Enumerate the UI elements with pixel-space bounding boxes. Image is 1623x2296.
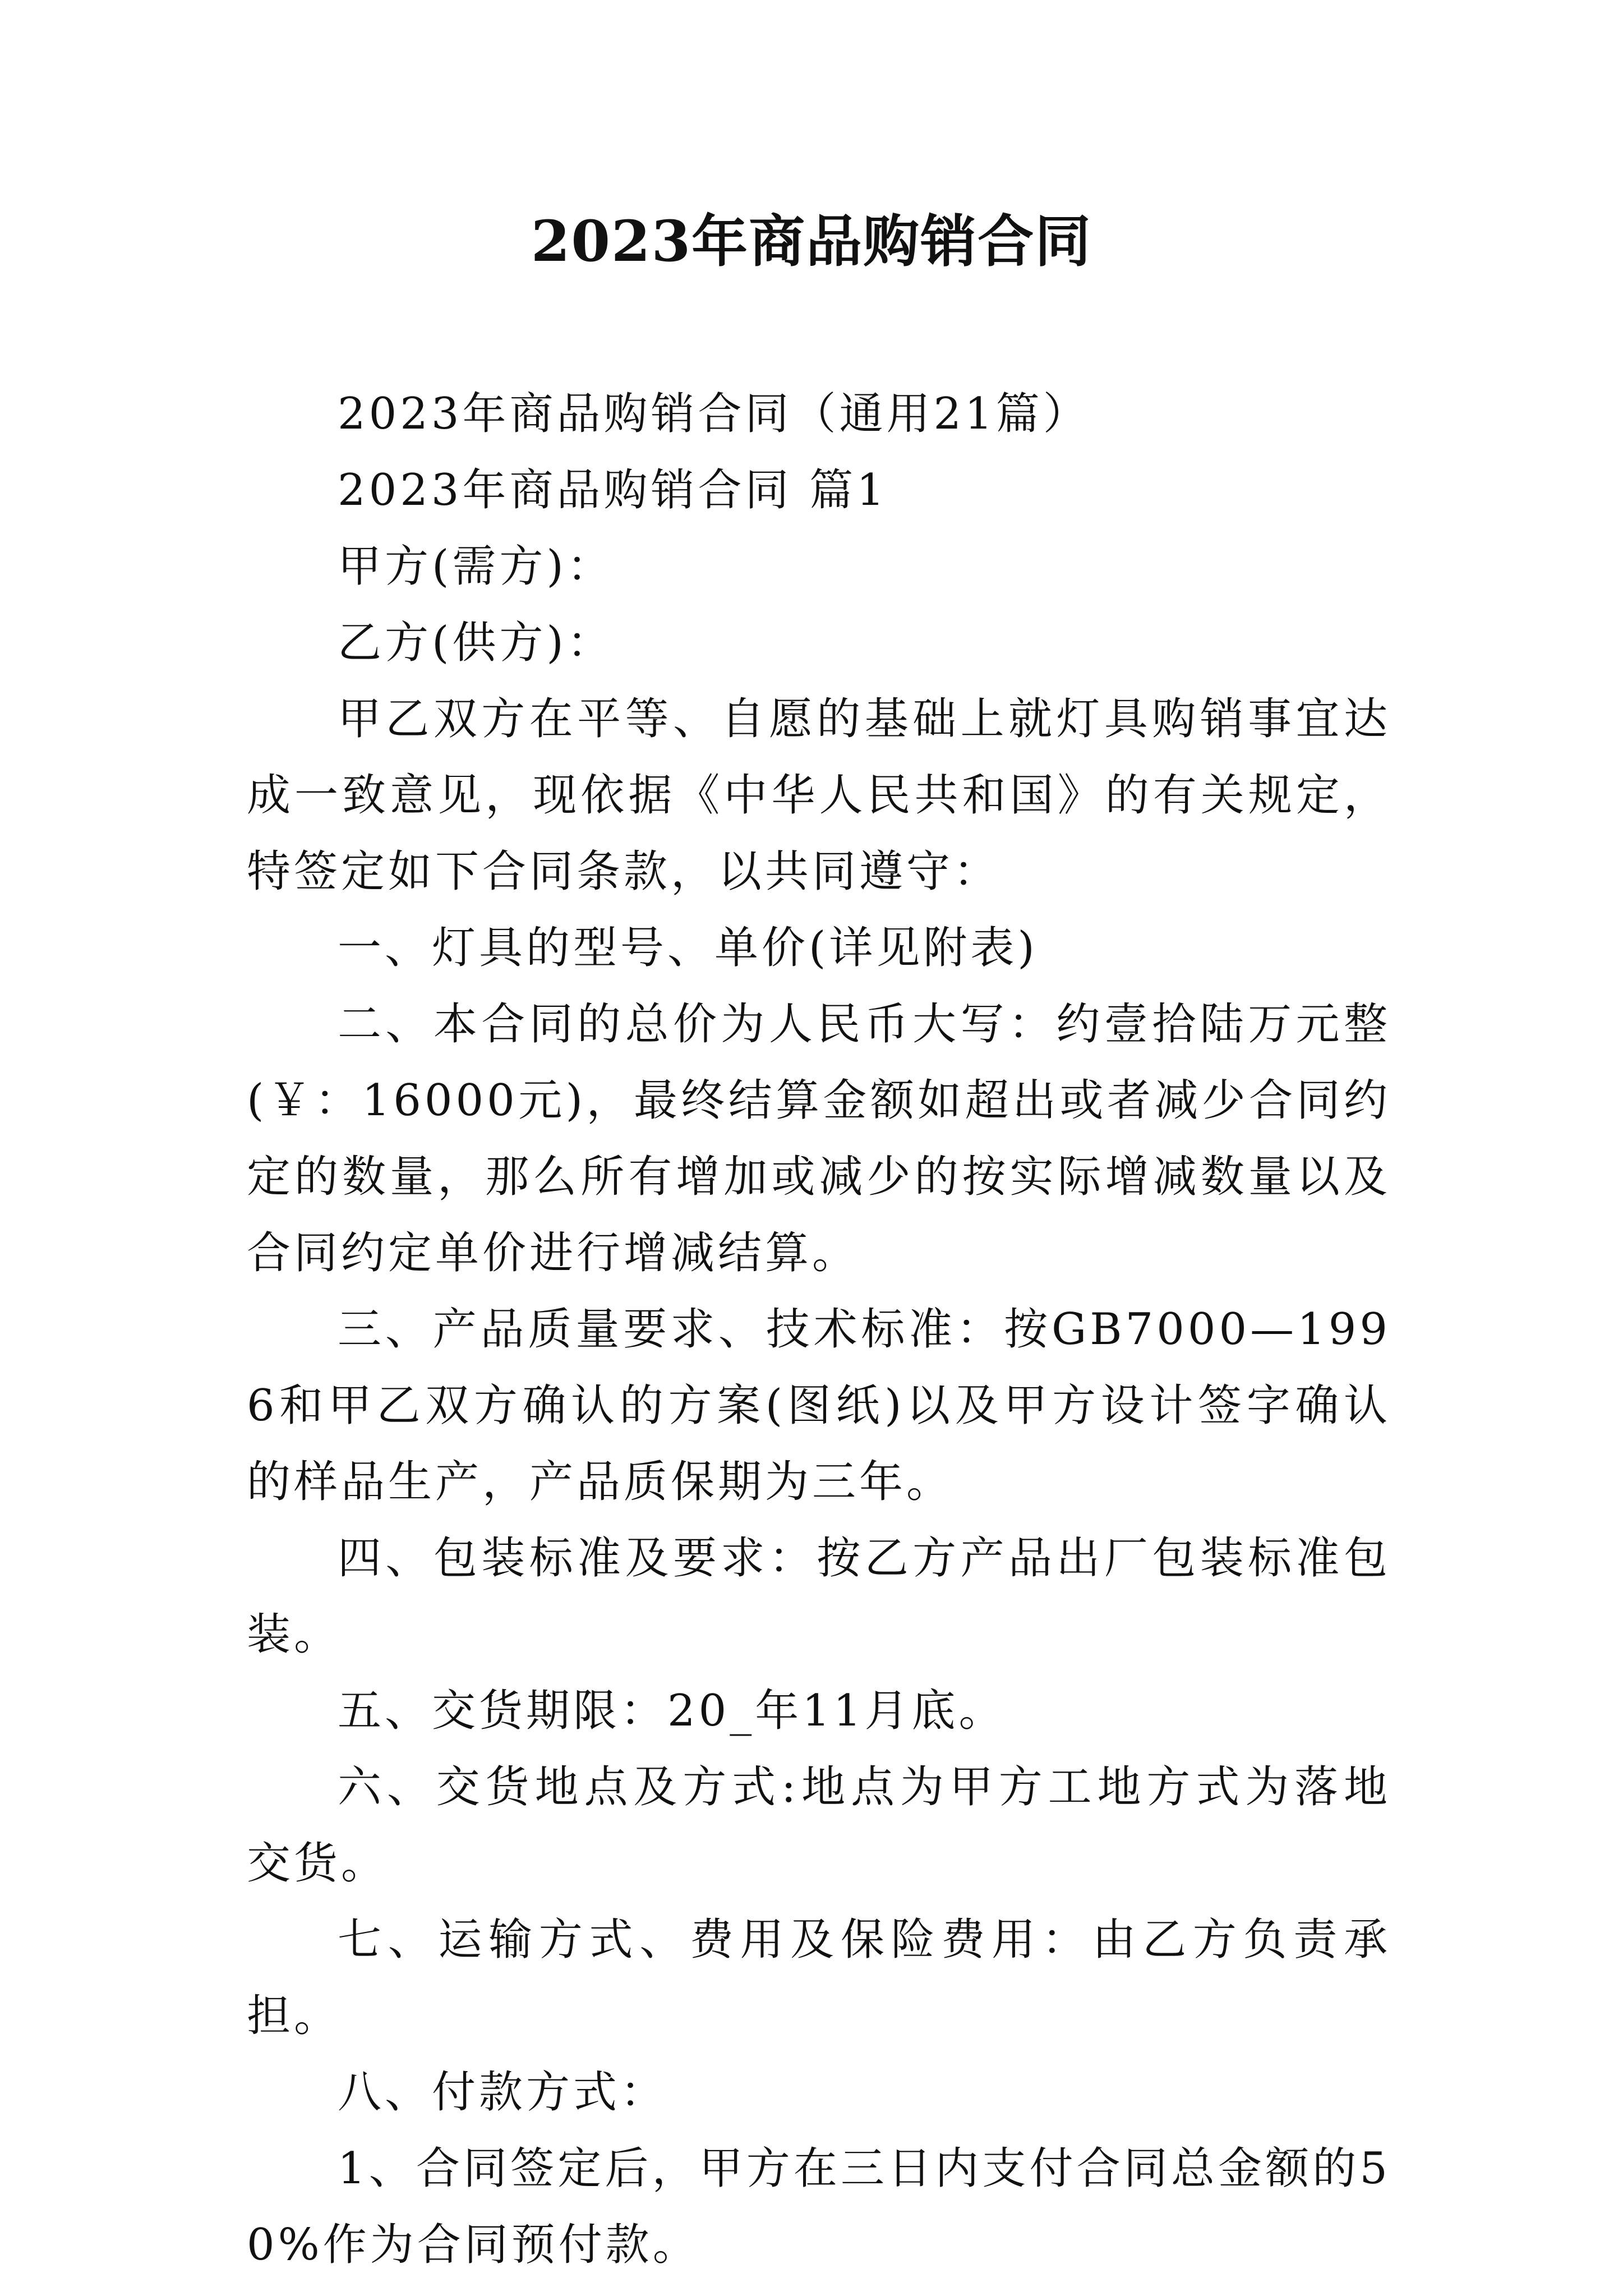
paragraph-party-b: 乙方(供方)： — [338, 618, 614, 668]
paragraph-clause-2: 二、本合同的总价为人民币大写：约壹拾陆万元整(￥：16000元)，最终结算金额如超出或者减少合同约定的数量，那么所有增加或减少的按实际增减数量以及合同约定单价进行增减结算。 — [247, 999, 1391, 1278]
paragraph-clause-8: 八、付款方式： — [338, 2067, 668, 2118]
document-title: 2023年商品购销合同 — [531, 208, 1092, 274]
paragraph-clause-1: 一、灯具的型号、单价(详见附表) — [338, 923, 1038, 973]
paragraph-party-a: 甲方(需方)： — [338, 541, 614, 592]
document-body — [247, 376, 1391, 2283]
paragraph-clause-3: 三、产品质量要求、技术标准：按GB7000—1996和甲乙双方确认的方案(图纸)以及甲方设计签字确认的样品生产，产品质保期为三年。 — [247, 1304, 1391, 1507]
paragraph-payment-1: 1、合同签定后，甲方在三日内支付合同总金额的50%作为合同预付款。 — [247, 2143, 1391, 2270]
paragraph-section-heading: 2023年商品购销合同 篇1 — [338, 465, 888, 516]
paragraph-preamble: 甲乙双方在平等、自愿的基础上就灯具购销事宜达成一致意见，现依据《中华人民共和国》的有关规定，特签定如下合同条款，以共同遵守： — [247, 694, 1391, 897]
paragraph-clause-6: 六、交货地点及方式:地点为甲方工地方式为落地交货。 — [247, 1762, 1391, 1889]
paragraph-clause-7: 七、运输方式、费用及保险费用：由乙方负责承担。 — [247, 1915, 1391, 2041]
paragraph-clause-5: 五、交货期限：20_年11月底。 — [338, 1686, 1006, 1736]
paragraph-subtitle: 2023年商品购销合同（通用21篇） — [338, 389, 1090, 439]
paragraph-clause-4: 四、包装标准及要求：按乙方产品出厂包装标准包装。 — [247, 1533, 1391, 1660]
